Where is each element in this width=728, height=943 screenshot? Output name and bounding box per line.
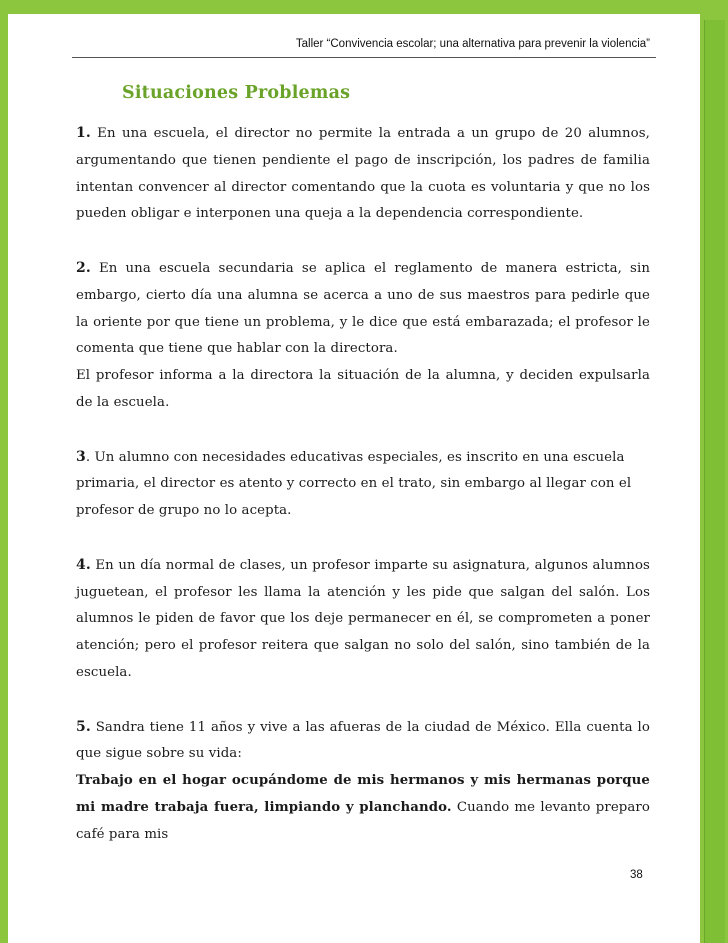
page-frame-top-gap [8, 14, 700, 22]
problem-1 [76, 120, 650, 228]
problem-number: 4. [76, 556, 91, 573]
quote-text: Cuando me levanto preparo café para mis [76, 799, 650, 842]
problem-2 [76, 255, 650, 363]
section-title: Situaciones Problemas [122, 83, 351, 103]
page-number: 38 [630, 869, 643, 881]
problem-text: . Un alumno con necesidades educativas especiales, es inscrito en una escuela primaria, el director es atento y correcto en el trato, sin embargo al llegar con el profesor de grupo no lo acepta. [76, 449, 632, 519]
problem-text: En una escuela secundaria se aplica el reglamento de manera estricta, sin embargo, cierto día una alumna se acerca a uno de sus maestros para pedirle que la oriente por que tiene un problema, y le dice que está embarazada; el profesor le comenta que tiene que hablar con la directora. [76, 260, 650, 357]
document-body [76, 120, 650, 849]
quote-bold-text: Trabajo en el hogar ocupándome de mis hermanos y mis hermanas porque mi madre trabaja fuera, limpiando y planchando. [76, 773, 650, 815]
problem-text: En una escuela, el director no permite la entrada a un grupo de 20 alumnos, argumentando que tienen pendiente el pago de inscripción, los padres de familia intentan convencer al director comentando que la cuota es voluntaria y que no los pueden obligar e interponen una queja a la dependencia correspondiente. [76, 126, 650, 222]
problem-number: 1. [76, 125, 91, 141]
problem-number: 3 [76, 448, 86, 465]
problem-text: Sandra tiene 11 años y vive a las afueras de la ciudad de México. Ella cuenta lo que sigue sobre su vida: [76, 719, 650, 762]
running-header: Taller “Convivencia escolar; una alternativa para prevenir la violencia” [295, 38, 650, 50]
header-rule [72, 57, 656, 58]
problem-number: 5. [76, 718, 91, 735]
problem-text: El profesor informa a la directora la situación de la alumna, y deciden expulsarla de la escuela. [76, 368, 650, 410]
problem-2-continuation [76, 363, 650, 417]
problem-4 [76, 552, 650, 687]
problem-5 [76, 714, 650, 769]
page-frame-left [0, 0, 8, 943]
page-frame-right-inner [704, 20, 725, 943]
problem-3 [76, 444, 650, 525]
page-frame-top [0, 0, 728, 14]
problem-number: 2. [76, 259, 91, 276]
problem-5-quote [76, 768, 650, 848]
problem-text: En un día normal de clases, un profesor imparte su asignatura, algunos alumnos juguetean, el profesor les llama la atención y les pide que salgan del salón. Los alumnos le piden de favor que los deje permanecer en él, se comprometen a poner atención; pero el profesor reitera que salgan no solo del salón, sino también de la escuela. [76, 557, 650, 680]
